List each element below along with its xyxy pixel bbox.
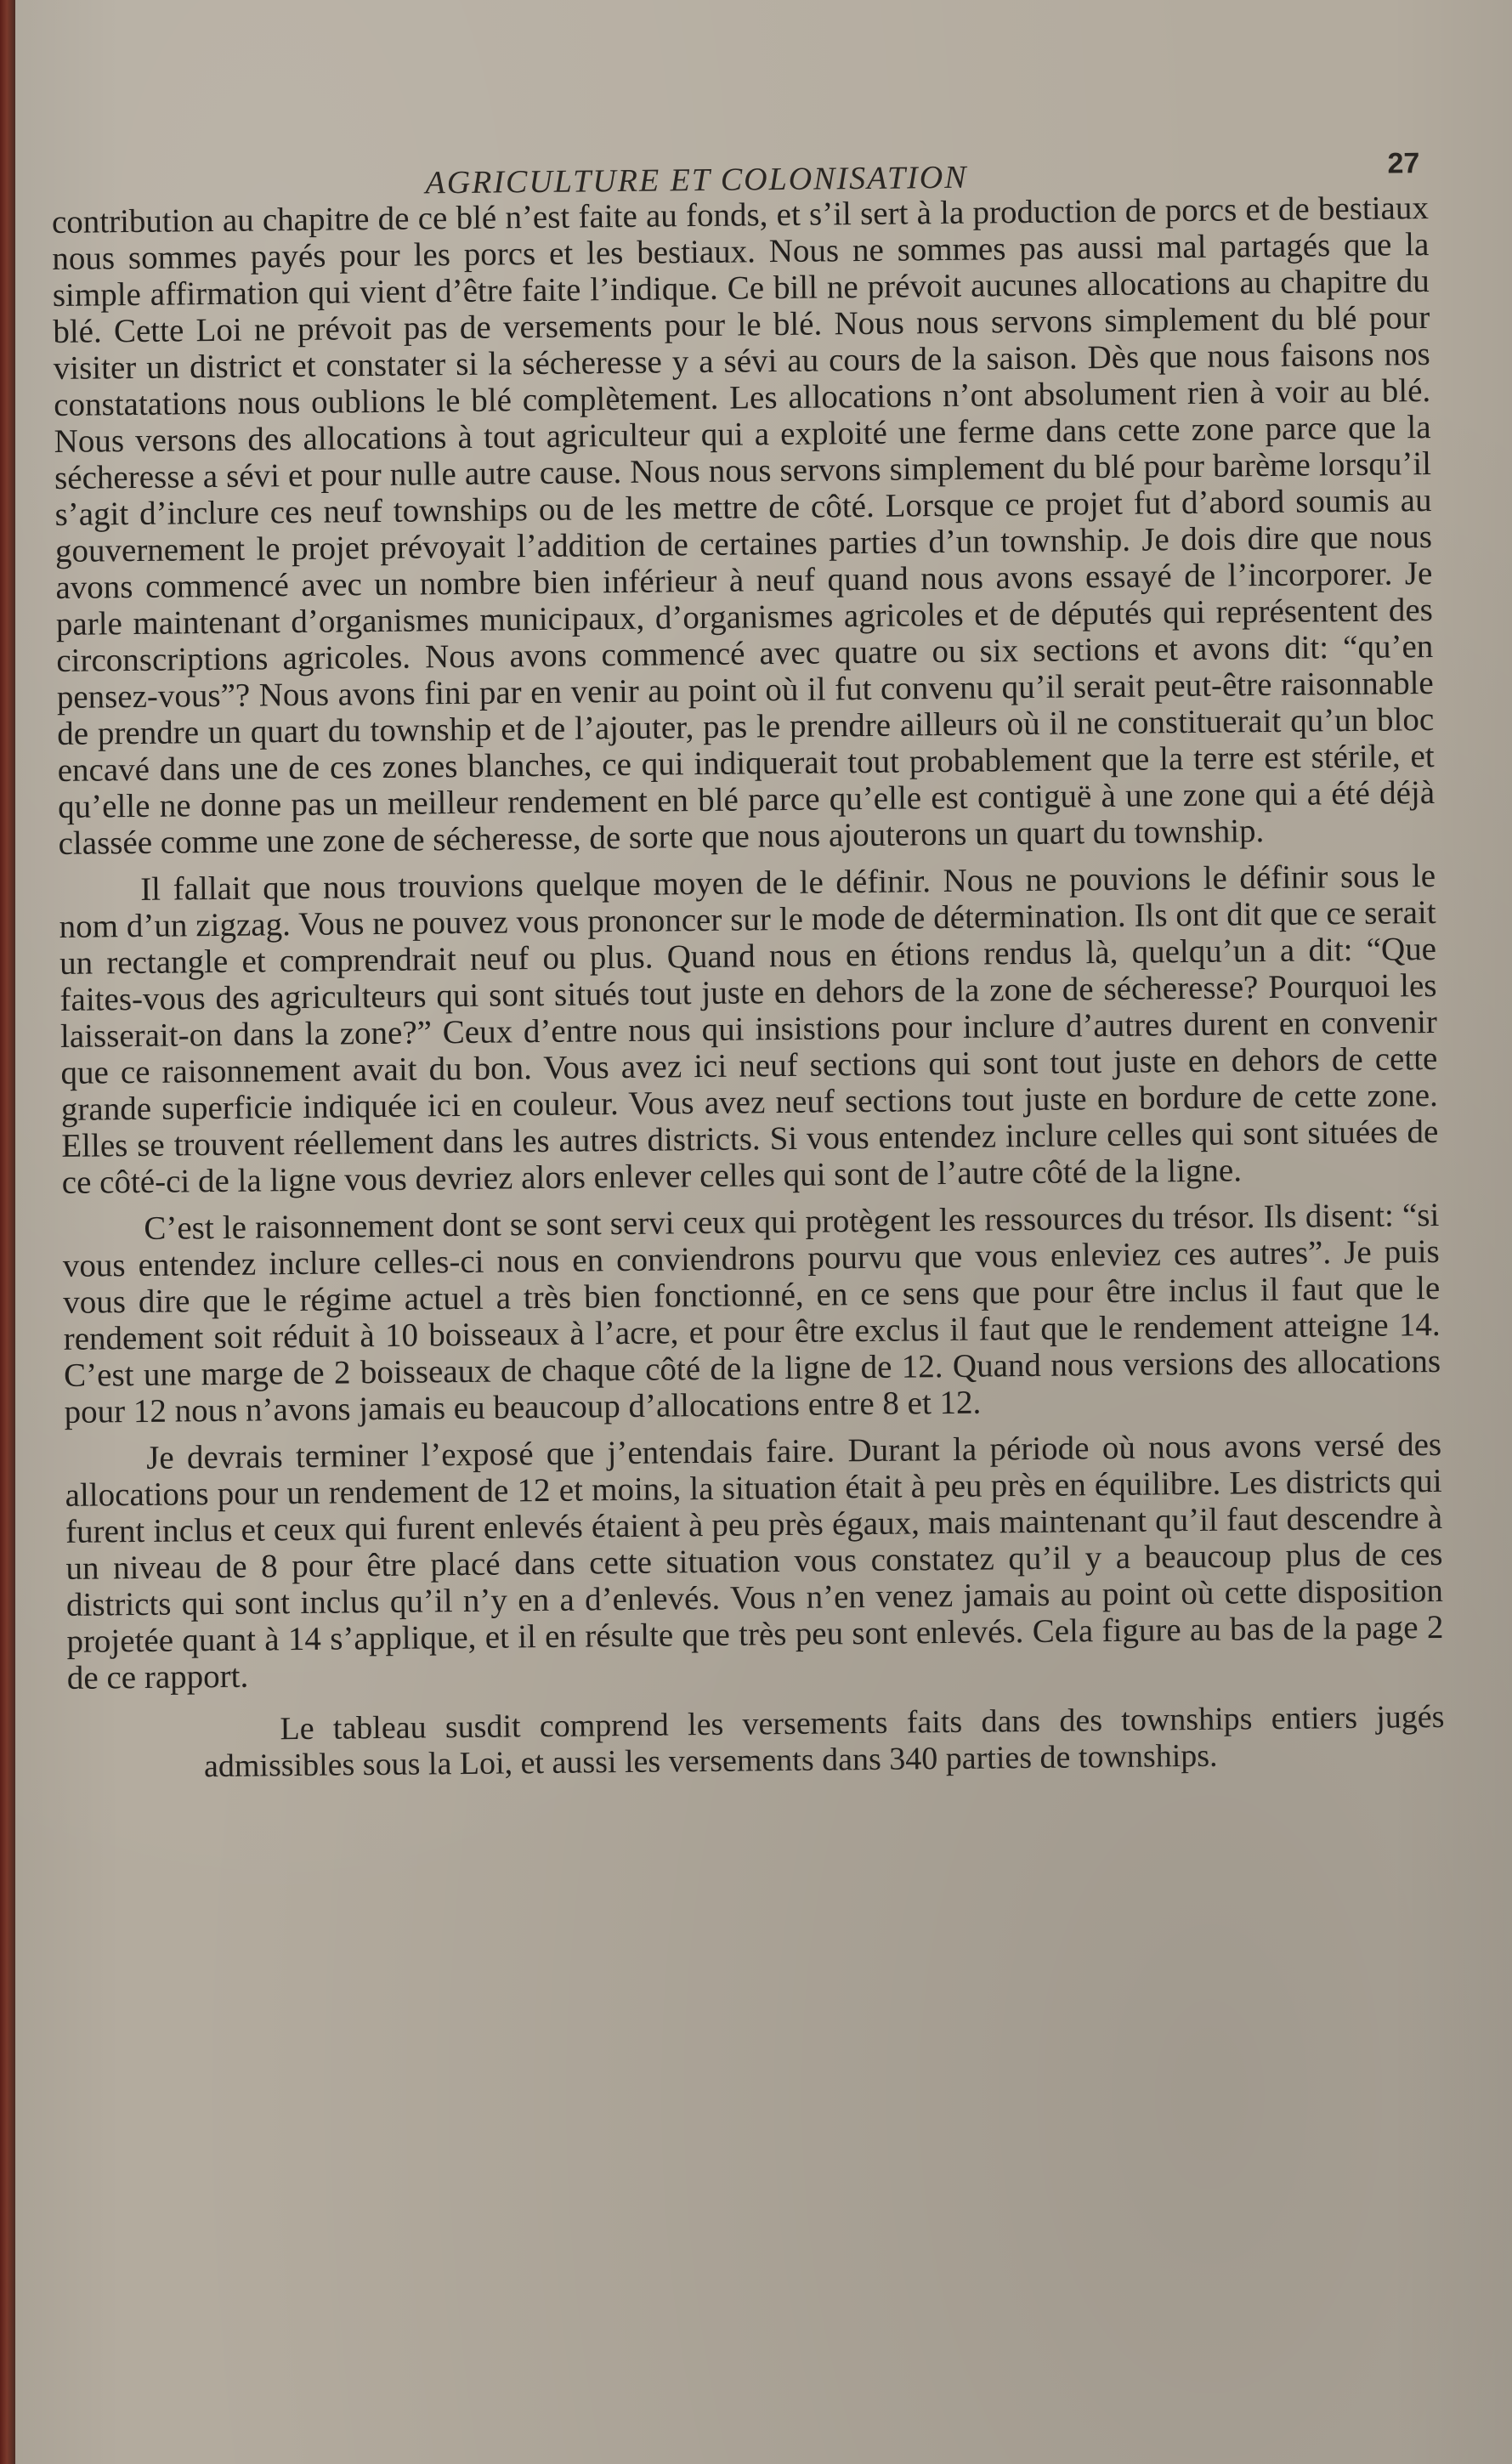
paragraph: C’est le raisonnement dont se sont servi ceux qui protègent les ressources du trésor. Ils disent: “si vous entendez inclure celles-ci nous en conviendrons pourvu que vous enleviez ces autres”. Je puis vous dire que le régime actuel a très bien fonctionné, en ce sens que pour être inclus il faut que le rendement soit réduit à 10 boisseaux à l’acre, et pour être exclus il faut que le rendement atteigne 14. C’est une marge de 2 boisseaux de chaque côté de la ligne de 12. Quand nous versions des allocations pour 12 nous n’avons jamais eu beaucoup d’allocations entre 8 et 12. (62, 1196, 1441, 1430)
body-text (52, 190, 1444, 1696)
paragraph-continued: contribution au chapitre de ce blé n’est faite au fonds, et s’il sert à la production de porcs et de bestiaux nous sommes payés pour les porcs et les bestiaux. Nous ne sommes pas aussi mal partagés que la simple affirmation qui vient d’être faite l’indique. Ce bill ne prévoit aucunes allocations au chapitre du blé. Cette Loi ne prévoit pas de versements pour le blé. Nous nous servons simplement du blé pour visiter un district et constater si la sécheresse y a sévi au cours de la saison. Dès que nous faisons nos constatations nous oublions le blé complètement. Les allocations n’ont absolument rien à voir au blé. Nous versons des allocations à tout agriculteur qui a exploité une ferme dans cette zone parce que la sécheresse a sévi et pour nulle autre cause. Nous nous servons simplement du blé pour barème lorsqu’il s’agit d’inclure ces neuf townships ou de les mettre de côté. Lorsque ce projet fut d’abord soumis au gouvernement le projet prévoyait l’addition de certaines parties d’un township. Je dois dire que nous avons commencé avec un nombre bien inférieur à neuf quand nous avons essayé de l’incorporer. Je parle maintenant d’organismes municipaux, d’organismes agricoles et de députés qui représentent des circonscriptions agricoles. Nous avons commencé avec quatre ou six sections et avons dit: “qu’en pensez-vous”? Nous avons fini par en venir au point où il fut convenu qu’il serait peut-être raisonnable de prendre un quart du township et de l’ajouter, pas le prendre ailleurs où il ne constituerait qu’un bloc encavé dans une de ces zones blanches, ce qui indiquerait tout probablement que la terre est stérile, et qu’elle ne donne pas un meilleur rendement en blé parce qu’elle est contiguë à une zone qui a été déjà classée comme une zone de sécheresse, de sorte que nous ajouterons un quart du township. (51, 190, 1436, 862)
page-content (51, 130, 1452, 2422)
table-note: Le tableau susdit comprend les versements faits dans des townships entiers jugés admissibles sous la Loi, et aussi les versements dans 340 parties de townships. (203, 1698, 1445, 1785)
paragraph: Il fallait que nous trouvions quelque moyen de le définir. Nous ne pouvions le définir sous le nom d’un zigzag. Vous ne pouvez vous prononcer sur le mode de détermination. Ils ont dit que ce serait un rectangle et comprendrait neuf ou plus. Quand nous en étions rendus là, quelqu’un a dit: “Que faites-vous des agriculteurs qui sont situés tout juste en dehors de la zone de sécheresse? Pourquoi les laisserait-on dans la zone?” Ceux d’entre nous qui insistions pour inclure d’autres durent en convenir que ce raisonnement avait du bon. Vous avez ici neuf sections qui sont tout juste en dehors de cette grande superficie indiquée ici en couleur. Vous avez neuf sections tout juste en bordure de cette zone. Elles se trouvent réellement dans les autres districts. Si vous entendez inclure celles qui sont situées de ce côté-ci de la ligne vous devriez alors enlever celles qui sont de l’autre côté de la ligne. (59, 857, 1439, 1201)
page-number: 27 (1387, 147, 1420, 180)
running-title: AGRICULTURE ET COLONISATION (425, 159, 968, 201)
book-binding-edge (0, 0, 15, 2464)
paragraph: Je devrais terminer l’exposé que j’entendais faire. Durant la période où nous avons versé des allocations pour un rendement de 12 et moins, la situation était à peu près en équilibre. Les districts qui furent inclus et ceux qui furent enlevés étaient à peu près égaux, mais maintenant qu’il faut descendre à un niveau de 8 pour être placé dans cette situation vous constatez qu’il y a beaucoup plus de ces districts qui sont inclus qu’il n’y en a d’enlevés. Vous n’en venez jamais au point où cette disposition projetée quant à 14 s’applique, et il en résulte que très peu sont enlevés. Cela figure au bas de la page 2 de ce rapport. (65, 1425, 1444, 1696)
